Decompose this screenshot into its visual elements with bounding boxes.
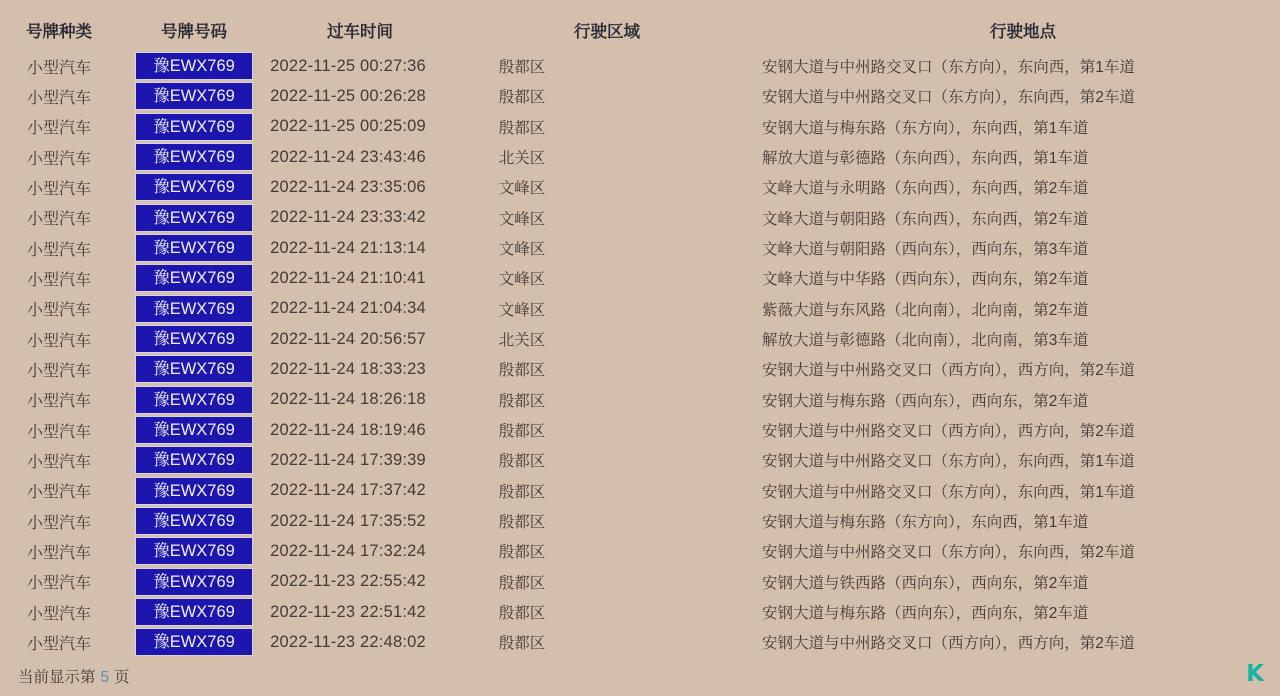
cell-plate-number: [135, 81, 253, 111]
plate-badge[interactable]: 豫EWX769: [135, 477, 253, 505]
cell-plate-type: 小型汽车: [26, 211, 91, 229]
plate-badge[interactable]: 豫EWX769: [135, 537, 253, 565]
cell-plate-type: 小型汽车: [26, 150, 91, 168]
cell-pass-time: 2022-11-24 21:10:41: [270, 268, 426, 287]
cell-plate-type: 小型汽车: [26, 302, 91, 320]
cell-pass-time: 2022-11-25 00:26:28: [270, 86, 426, 105]
cell-pass-time: 2022-11-25 00:25:09: [270, 117, 426, 136]
cell-location: 文峰大道与永明路（东向西），东向西，第2车道: [762, 180, 1089, 198]
cell-plate-type: 小型汽车: [26, 484, 91, 502]
cell-plate-number: [135, 324, 253, 354]
cell-location: 安钢大道与梅东路（东方向），东向西，第1车道: [762, 119, 1089, 137]
cell-plate-type: 小型汽车: [26, 271, 91, 289]
table-row: [0, 172, 1280, 202]
cell-plate-number: [135, 203, 253, 233]
table-row: [0, 476, 1280, 506]
cell-district: 殷都区: [498, 89, 546, 107]
cell-district: 文峰区: [498, 210, 546, 228]
table-row: [0, 385, 1280, 415]
cell-plate-type: 小型汽车: [26, 423, 91, 441]
cell-plate-type: 小型汽车: [26, 241, 91, 259]
cell-plate-number: [135, 354, 253, 384]
table-row: [0, 567, 1280, 597]
plate-badge[interactable]: 豫EWX769: [135, 264, 253, 292]
table-row: [0, 81, 1280, 111]
cell-pass-time: 2022-11-24 17:32:24: [270, 541, 426, 560]
cell-location: 解放大道与彰德路（东向西），东向西，第1车道: [762, 150, 1089, 168]
cell-plate-type: 小型汽车: [26, 362, 91, 380]
cell-location: 安钢大道与梅东路（西向东），西向东，第2车道: [762, 605, 1089, 623]
table-row: [0, 142, 1280, 172]
table-row: [0, 233, 1280, 263]
cell-location: 安钢大道与梅东路（西向东），西向东，第2车道: [762, 392, 1089, 410]
pagination-status: [18, 666, 130, 690]
cell-location: 安钢大道与中州路交叉口（东方向），东向西，第1车道: [762, 483, 1135, 501]
cell-district: 殷都区: [498, 453, 546, 471]
cell-pass-time: 2022-11-23 22:48:02: [270, 632, 426, 651]
cell-location: 安钢大道与中州路交叉口（东方向），东向西，第2车道: [762, 544, 1135, 562]
cell-plate-type: 小型汽车: [26, 514, 91, 532]
cell-location: 安钢大道与中州路交叉口（东方向），东向西，第2车道: [762, 89, 1135, 107]
cell-district: 北关区: [498, 332, 546, 350]
cell-district: 殷都区: [498, 362, 546, 380]
cell-pass-time: 2022-11-24 18:26:18: [270, 390, 426, 409]
plate-badge[interactable]: 豫EWX769: [135, 204, 253, 232]
cell-plate-number: [135, 536, 253, 566]
plate-badge[interactable]: 豫EWX769: [135, 568, 253, 596]
plate-badge[interactable]: 豫EWX769: [135, 234, 253, 262]
cell-plate-type: 小型汽车: [26, 605, 91, 623]
cell-plate-number: [135, 112, 253, 142]
cell-plate-number: [135, 476, 253, 506]
plate-badge[interactable]: 豫EWX769: [135, 416, 253, 444]
k-watermark-logo: K: [1246, 661, 1264, 687]
cell-pass-time: 2022-11-25 00:27:36: [270, 56, 426, 75]
cell-plate-type: 小型汽车: [26, 59, 91, 77]
table-row: [0, 536, 1280, 566]
cell-plate-number: [135, 172, 253, 202]
cell-location: 安钢大道与中州路交叉口（西方向），西方向，第2车道: [762, 635, 1135, 653]
cell-district: 文峰区: [498, 180, 546, 198]
cell-plate-type: 小型汽车: [26, 89, 91, 107]
cell-pass-time: 2022-11-24 18:19:46: [270, 420, 426, 439]
cell-location: 文峰大道与朝阳路（西向东），西向东，第3车道: [762, 241, 1089, 259]
cell-plate-number: [135, 263, 253, 293]
cell-plate-number: [135, 142, 253, 172]
header-location: 行驶地点: [990, 23, 1056, 41]
cell-location: 安钢大道与中州路交叉口（西方向），西方向，第2车道: [762, 362, 1135, 380]
cell-plate-type: 小型汽车: [26, 180, 91, 198]
cell-district: 文峰区: [498, 271, 546, 289]
cell-plate-number: [135, 597, 253, 627]
pagination-suffix: 页: [114, 669, 130, 686]
cell-district: 殷都区: [498, 483, 546, 501]
cell-location: 安钢大道与中州路交叉口（西方向），西方向，第2车道: [762, 423, 1135, 441]
table-row: [0, 506, 1280, 536]
plate-badge[interactable]: 豫EWX769: [135, 82, 253, 110]
cell-pass-time: 2022-11-24 23:35:06: [270, 177, 426, 196]
table-row: [0, 597, 1280, 627]
cell-plate-number: [135, 567, 253, 597]
cell-plate-number: [135, 445, 253, 475]
plate-badge[interactable]: 豫EWX769: [135, 628, 253, 656]
cell-district: 殷都区: [498, 514, 546, 532]
cell-district: 文峰区: [498, 301, 546, 319]
table-row: [0, 294, 1280, 324]
current-page-number: 5: [100, 669, 110, 686]
cell-location: 安钢大道与梅东路（东方向），东向西，第1车道: [762, 514, 1089, 532]
header-plate-type: 号牌种类: [26, 23, 92, 41]
cell-plate-type: 小型汽车: [26, 120, 91, 138]
cell-district: 殷都区: [498, 119, 546, 137]
table-row: [0, 445, 1280, 475]
cell-pass-time: 2022-11-24 21:04:34: [270, 299, 426, 318]
plate-badge[interactable]: 豫EWX769: [135, 295, 253, 323]
cell-district: 殷都区: [498, 59, 546, 77]
table-row: [0, 112, 1280, 142]
plate-badge[interactable]: 豫EWX769: [135, 598, 253, 626]
cell-plate-type: 小型汽车: [26, 544, 91, 562]
table-header: [0, 20, 1280, 44]
cell-pass-time: 2022-11-24 17:39:39: [270, 450, 426, 469]
cell-district: 殷都区: [498, 392, 546, 410]
cell-district: 殷都区: [498, 635, 546, 653]
cell-district: 文峰区: [498, 241, 546, 259]
header-pass-time: 过车时间: [327, 23, 393, 41]
plate-badge[interactable]: 豫EWX769: [135, 507, 253, 535]
cell-district: 殷都区: [498, 544, 546, 562]
cell-pass-time: 2022-11-23 22:55:42: [270, 572, 426, 591]
cell-plate-type: 小型汽车: [26, 393, 91, 411]
cell-location: 安钢大道与铁西路（西向东），西向东，第2车道: [762, 574, 1089, 592]
cell-plate-type: 小型汽车: [26, 332, 91, 350]
cell-location: 文峰大道与中华路（西向东），西向东，第2车道: [762, 271, 1089, 289]
cell-plate-number: [135, 506, 253, 536]
cell-plate-type: 小型汽车: [26, 635, 91, 653]
cell-pass-time: 2022-11-23 22:51:42: [270, 602, 426, 621]
plate-badge[interactable]: 豫EWX769: [135, 446, 253, 474]
cell-plate-number: [135, 627, 253, 657]
cell-district: 北关区: [498, 150, 546, 168]
table-row: [0, 324, 1280, 354]
cell-plate-number: [135, 415, 253, 445]
plate-badge[interactable]: 豫EWX769: [135, 355, 253, 383]
plate-badge[interactable]: 豫EWX769: [135, 173, 253, 201]
table-row: [0, 354, 1280, 384]
plate-badge[interactable]: 豫EWX769: [135, 113, 253, 141]
cell-location: 文峰大道与朝阳路（东向西），东向西，第2车道: [762, 210, 1089, 228]
pagination-prefix: 当前显示第: [18, 669, 96, 686]
table-row: [0, 203, 1280, 233]
cell-location: 安钢大道与中州路交叉口（东方向），东向西，第1车道: [762, 453, 1135, 471]
plate-badge[interactable]: 豫EWX769: [135, 325, 253, 353]
cell-plate-number: [135, 233, 253, 263]
cell-plate-type: 小型汽车: [26, 453, 91, 471]
table-body: [0, 51, 1280, 658]
cell-plate-number: [135, 294, 253, 324]
cell-pass-time: 2022-11-24 23:43:46: [270, 147, 426, 166]
table-row: [0, 627, 1280, 657]
table-row: [0, 263, 1280, 293]
cell-pass-time: 2022-11-24 20:56:57: [270, 329, 426, 348]
cell-plate-number: [135, 51, 253, 81]
cell-location: 安钢大道与中州路交叉口（东方向），东向西，第1车道: [762, 59, 1135, 77]
cell-location: 紫薇大道与东风路（北向南），北向南，第2车道: [762, 301, 1089, 319]
cell-pass-time: 2022-11-24 17:35:52: [270, 511, 426, 530]
cell-plate-type: 小型汽车: [26, 575, 91, 593]
cell-district: 殷都区: [498, 605, 546, 623]
cell-district: 殷都区: [498, 574, 546, 592]
cell-pass-time: 2022-11-24 18:33:23: [270, 359, 426, 378]
header-district: 行驶区域: [574, 23, 640, 41]
cell-location: 解放大道与彰德路（北向南），北向南，第3车道: [762, 332, 1089, 350]
plate-badge[interactable]: 豫EWX769: [135, 143, 253, 171]
cell-pass-time: 2022-11-24 17:37:42: [270, 481, 426, 500]
cell-pass-time: 2022-11-24 21:13:14: [270, 238, 426, 257]
cell-district: 殷都区: [498, 423, 546, 441]
cell-pass-time: 2022-11-24 23:33:42: [270, 208, 426, 227]
header-plate-number: 号牌号码: [161, 23, 227, 41]
table-row: [0, 415, 1280, 445]
plate-badge[interactable]: 豫EWX769: [135, 386, 253, 414]
cell-plate-number: [135, 385, 253, 415]
table-row: [0, 51, 1280, 81]
plate-badge[interactable]: 豫EWX769: [135, 52, 253, 80]
